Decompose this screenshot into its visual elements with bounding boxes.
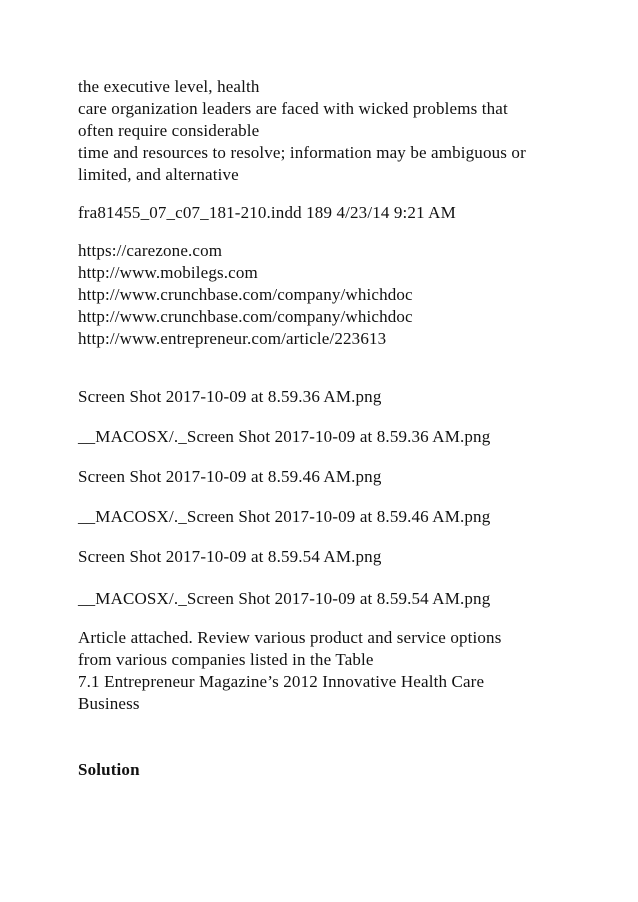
- attachment-filename: Screen Shot 2017-10-09 at 8.59.36 AM.png: [78, 387, 382, 406]
- intro-line: often require considerable: [78, 121, 260, 140]
- article-line: Business: [78, 694, 140, 713]
- intro-line: limited, and alternative: [78, 165, 239, 184]
- intro-line: time and resources to resolve; information may be ambiguous or: [78, 143, 526, 162]
- intro-line: the executive level, health: [78, 77, 260, 96]
- link-crunchbase: http://www.crunchbase.com/company/whichdoc: [78, 285, 413, 304]
- article-line: from various companies listed in the Table: [78, 650, 374, 669]
- attachment-filename: __MACOSX/._Screen Shot 2017-10-09 at 8.59.46 AM.png: [78, 507, 491, 526]
- intro-line: care organization leaders are faced with wicked problems that: [78, 99, 508, 118]
- attachment-filename: __MACOSX/._Screen Shot 2017-10-09 at 8.59.36 AM.png: [78, 427, 491, 446]
- link-mobilegs: http://www.mobilegs.com: [78, 263, 258, 282]
- article-line: 7.1 Entrepreneur Magazine’s 2012 Innovative Health Care: [78, 672, 485, 691]
- file-stamp: fra81455_07_c07_181-210.indd 189 4/23/14 9:21 AM: [78, 203, 456, 222]
- solution-heading: Solution: [78, 760, 140, 779]
- attachment-filename: Screen Shot 2017-10-09 at 8.59.46 AM.png: [78, 467, 382, 486]
- link-crunchbase: http://www.crunchbase.com/company/whichdoc: [78, 307, 413, 326]
- attachment-filename: Screen Shot 2017-10-09 at 8.59.54 AM.png: [78, 547, 382, 566]
- link-entrepreneur: http://www.entrepreneur.com/article/223613: [78, 329, 387, 348]
- attachment-filename: __MACOSX/._Screen Shot 2017-10-09 at 8.59.54 AM.png: [78, 589, 491, 608]
- link-carezone: https://carezone.com: [78, 241, 223, 260]
- article-line: Article attached. Review various product and service options: [78, 628, 502, 647]
